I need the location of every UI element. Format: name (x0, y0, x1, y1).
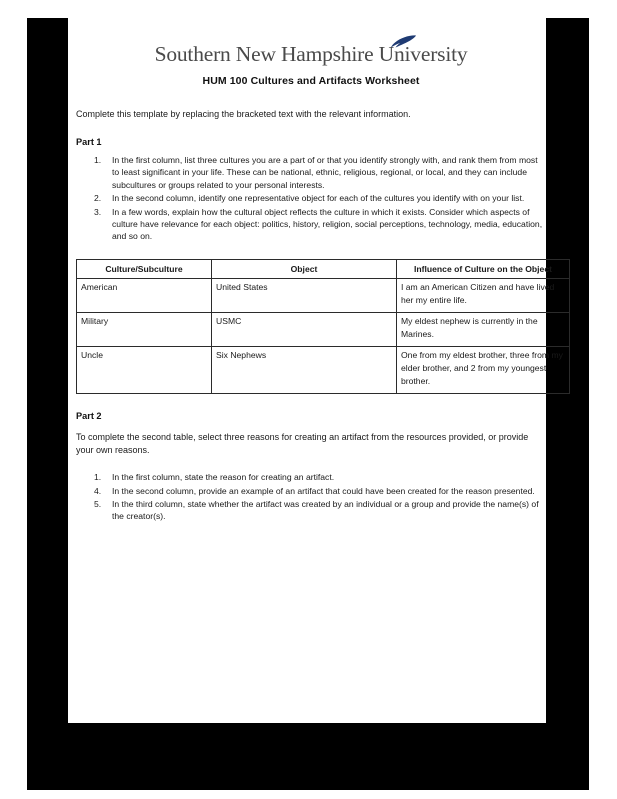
cell-object[interactable]: USMC (212, 313, 397, 347)
table-row[interactable] (77, 313, 570, 347)
logo-wordmark: Southern New Hampshire University (154, 42, 468, 66)
list-item-number: 3. (94, 206, 102, 217)
cell-culture[interactable]: American (77, 279, 212, 313)
table-body (77, 279, 570, 394)
cell-influence[interactable]: One from my eldest brother, three from my elder brother, and 2 from my youngest brother. (397, 347, 570, 394)
cell-culture[interactable]: Military (77, 313, 212, 347)
table-header-row (77, 259, 570, 279)
document-intro: Complete this template by replacing the bracketed text with the relevant information. (76, 109, 411, 119)
viewer-left-margin-bar (27, 18, 68, 790)
part2-intro: To complete the second table, select three reasons for creating an artifact from the resources provided, or provide your own reasons. (76, 432, 529, 456)
page-title: HUM 100 Cultures and Artifacts Worksheet (202, 75, 420, 87)
list-item (76, 192, 546, 204)
list-item (76, 154, 546, 191)
cell-influence[interactable]: I am an American Citizen and have lived her my entire life. (397, 279, 570, 313)
list-item-text: In a few words, explain how the cultural object reflects the culture in which it exists. Consider which aspects of culture have relevance for each object: politics, history, religion, social perceptions, technology, media, education, and so on. (112, 206, 543, 242)
part2-heading: Part 2 (76, 411, 102, 422)
table-row[interactable] (77, 347, 570, 394)
column-header-object: Object (212, 259, 397, 279)
logo-wrap (155, 44, 468, 66)
list-item-number: 4. (94, 485, 102, 496)
list-item (76, 471, 546, 483)
list-item (76, 498, 546, 522)
list-item (76, 485, 546, 497)
part1-instruction-list (76, 154, 546, 242)
list-item-text: In the second column, provide an example of an artifact that could have been created for the reason presented. (112, 485, 535, 496)
list-item-number: 5. (94, 499, 102, 510)
viewer-right-margin-bar (546, 18, 589, 790)
feather-icon (391, 35, 417, 48)
cultures-artifacts-table (76, 259, 570, 395)
cell-culture[interactable]: Uncle (77, 347, 212, 394)
viewer-bottom-margin-bar (27, 723, 589, 790)
list-item-number: 1. (94, 471, 102, 482)
cell-object[interactable]: Six Nephews (212, 347, 397, 394)
list-item-text: In the first column, state the reason for creating an artifact. (112, 471, 335, 482)
table-row[interactable] (77, 279, 570, 313)
part2-instruction-list (76, 471, 546, 523)
university-logo (76, 18, 546, 66)
cell-object[interactable]: United States (212, 279, 397, 313)
list-item-number: 2. (94, 193, 102, 204)
list-item-text: In the second column, identify one representative object for each of the cultures you identify with on your list. (112, 193, 525, 204)
list-item-text: In the third column, state whether the artifact was created by an individual or a group and provide the name(s) of the creator(s). (112, 499, 539, 522)
part1-heading: Part 1 (76, 137, 102, 148)
page-content (76, 18, 563, 723)
table-header (77, 259, 570, 279)
column-header-influence: Influence of Culture on the Object (397, 259, 570, 279)
cell-influence[interactable]: My eldest nephew is currently in the Marines. (397, 313, 570, 347)
column-header-culture: Culture/Subculture (77, 259, 212, 279)
list-item-text: In the first column, list three cultures you are a part of or that you identify strongly with, and rank them from most to least significant in your life. These can be national, ethnic, religious, regional, or local, and they can include subcultures or groups related to your personal interests. (112, 155, 538, 190)
list-item (76, 206, 546, 243)
list-item-number: 1. (94, 155, 102, 166)
document-page (68, 18, 563, 723)
